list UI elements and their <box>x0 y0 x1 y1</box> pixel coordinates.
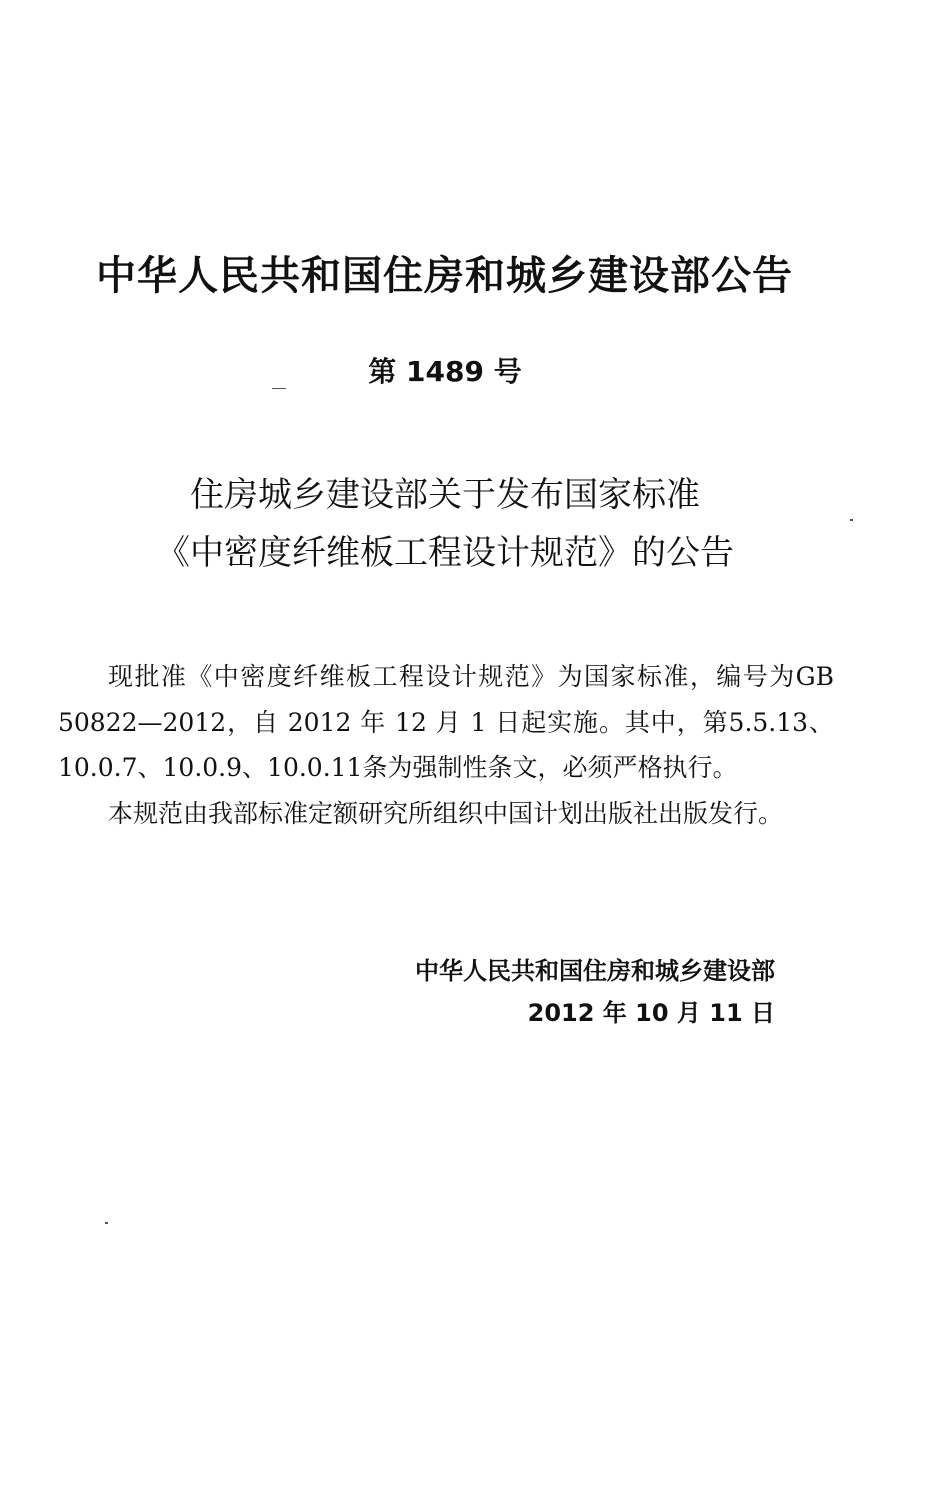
subject-line-1: 住房城乡建设部关于发布国家标准 <box>190 475 700 515</box>
scan-speck <box>105 1222 108 1224</box>
scan-speck <box>272 388 286 389</box>
body-paragraph-1: 现批准《中密度纤维板工程设计规范》为国家标准，编号为GB 50822—2012，自 2012 年 12 月 1 日起实施。其中，第5.5.13、10.0.7、10.0.9、10.0.11条为强制性条文，必须严格执行。 <box>58 662 834 782</box>
issue-date: 2012 年 10 月 11 日 <box>527 999 775 1027</box>
scan-speck <box>850 519 853 521</box>
subject-line-2: 《中密度纤维板工程设计规范》的公告 <box>156 533 734 573</box>
signature-block <box>415 950 775 1034</box>
announcement-body <box>58 654 834 836</box>
announcement-number: 第 1489 号 <box>368 355 522 388</box>
body-paragraph-2: 本规范由我部标准定额研究所组织中国计划出版社出版发行。 <box>108 798 784 828</box>
ministry-title: 中华人民共和国住房和城乡建设部公告 <box>96 253 793 299</box>
issuer-name: 中华人民共和国住房和城乡建设部 <box>415 957 775 985</box>
